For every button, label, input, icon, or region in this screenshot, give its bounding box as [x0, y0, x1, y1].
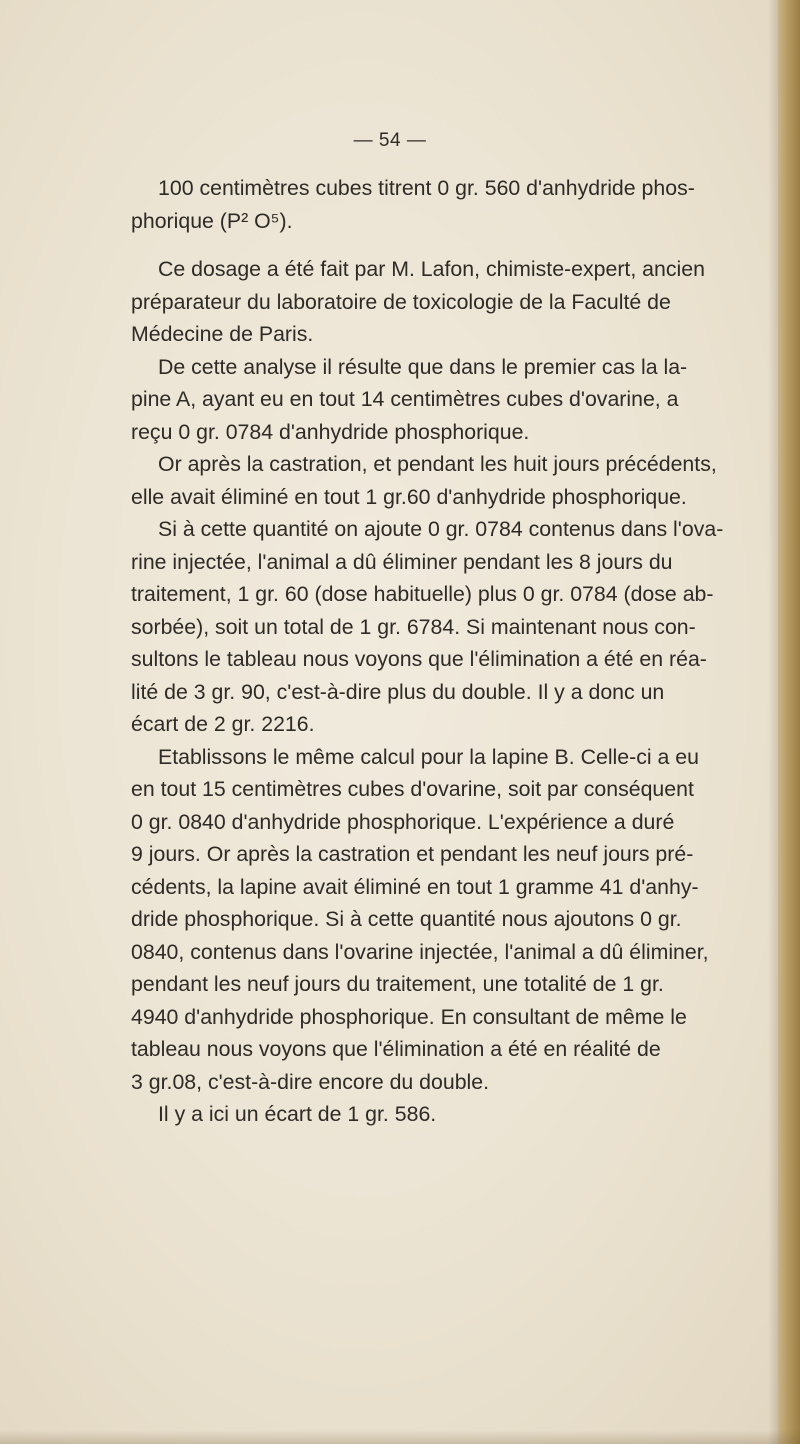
text-line: pendant les neuf jours du traitement, une totalité de 1 gr. — [131, 972, 664, 996]
text-line: reçu 0 gr. 0784 d'anhydride phosphorique. — [131, 419, 530, 444]
text-line: sultons le tableau nous voyons que l'élimination a été en réa- — [131, 647, 707, 671]
text-line: rine injectée, l'animal a dû éliminer pendant les 8 jours du — [131, 549, 673, 574]
text-line: préparateur du laboratoire de toxicologie de la Faculté de — [131, 289, 671, 314]
text-line: phorique (P² O⁵). — [131, 208, 293, 233]
text-line: De cette analyse il résulte que dans le premier cas la la- — [158, 354, 688, 379]
text-line: Or après la castration, et pendant les huit jours précédents, — [158, 452, 717, 476]
text-line: 4940 d'anhydride phosphorique. En consultant de même le — [131, 1004, 687, 1029]
text-line: elle avait éliminé en tout 1 gr.60 d'anhydride phosphorique. — [131, 484, 687, 509]
text-line: Il y a ici un écart de 1 gr. 586. — [158, 1102, 437, 1126]
text-line: tableau nous voyons que l'élimination a été en réalité de — [131, 1037, 661, 1061]
text-line: cédents, la lapine avait éliminé en tout 1 gramme 41 d'anhy- — [131, 874, 699, 899]
text-line: 9 jours. Or après la castration et pendant les neuf jours pré- — [131, 842, 694, 866]
page-gutter-shadow — [768, 0, 778, 1444]
text-line: 0840, contenus dans l'ovarine injectée, l'animal a dû éliminer, — [131, 939, 709, 964]
paragraph-gap — [131, 237, 765, 253]
text-line: 3 gr.08, c'est-à-dire encore du double. — [131, 1069, 490, 1094]
text-line: en tout 15 centimètres cubes d'ovarine, soit par conséquent — [131, 777, 694, 801]
text-line: Si à cette quantité on ajoute 0 gr. 0784 contenus dans l'ova- — [158, 517, 724, 541]
page-bottom-shadow — [0, 1430, 800, 1444]
text-line: sorbée), soit un total de 1 gr. 6784. Si maintenant nous con- — [131, 614, 696, 639]
text-line: 100 centimètres cubes titrent 0 gr. 560 d'anhydride phos- — [158, 176, 695, 200]
text-line: pine A, ayant eu en tout 14 centimètres cubes d'ovarine, a — [131, 387, 679, 411]
text-line: écart de 2 gr. 2216. — [131, 712, 315, 736]
text-line: Etablissons le même calcul pour la lapine B. Celle-ci a eu — [158, 744, 699, 769]
text-line: Médecine de Paris. — [131, 322, 314, 346]
text-line: lité de 3 gr. 90, c'est-à-dire plus du double. Il y a donc un — [131, 679, 665, 704]
text-line: traitement, 1 gr. 60 (dose habituelle) plus 0 gr. 0784 (dose ab- — [131, 582, 714, 606]
body-text — [131, 172, 765, 1131]
text-line: dride phosphorique. Si à cette quantité nous ajoutons 0 gr. — [131, 907, 682, 931]
text-line: 0 gr. 0840 d'anhydride phosphorique. L'expérience a duré — [131, 809, 675, 834]
text-line: Ce dosage a été fait par M. Lafon, chimiste-expert, ancien — [158, 257, 705, 281]
page-number: — 54 — — [353, 130, 427, 151]
page-edge — [778, 0, 800, 1444]
